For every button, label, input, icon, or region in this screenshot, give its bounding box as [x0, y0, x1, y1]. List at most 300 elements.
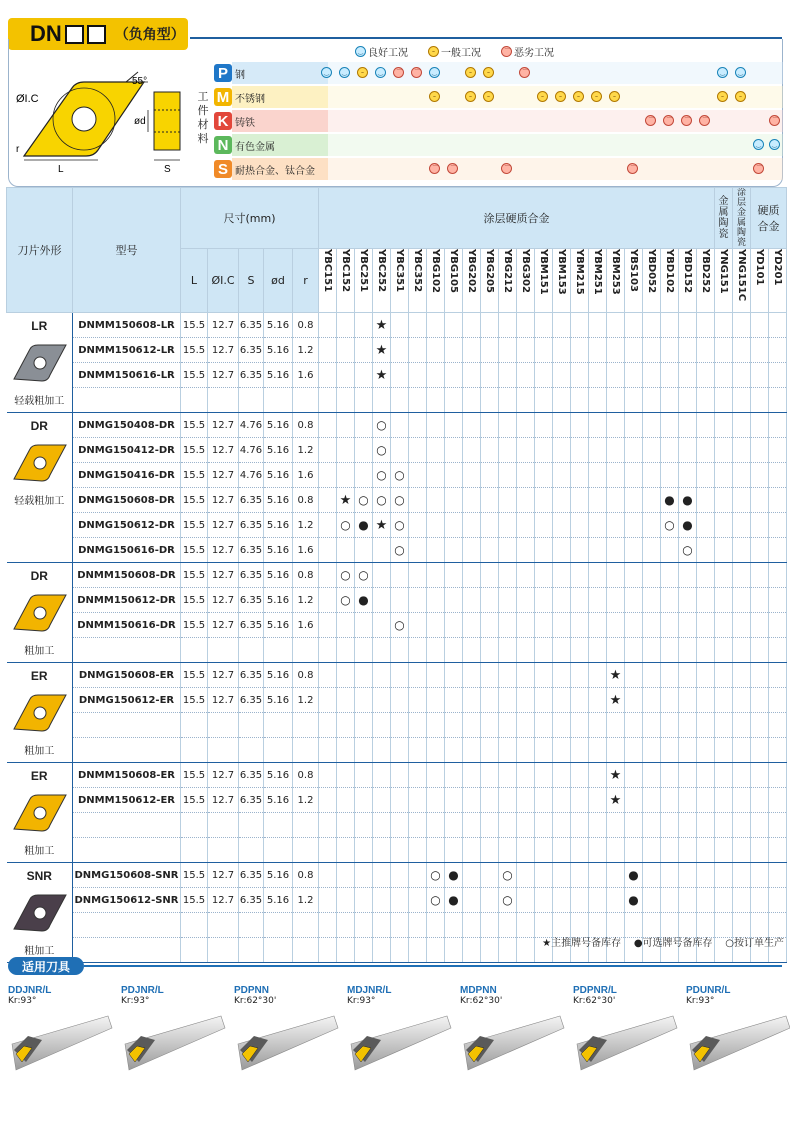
- grade-cell: [733, 863, 751, 888]
- good-smiley-icon: ‿: [717, 67, 728, 78]
- grade-cell: [535, 563, 553, 588]
- grade-cell: [373, 688, 391, 713]
- material-name: 不锈钢: [232, 86, 328, 108]
- empty-cell: [607, 713, 625, 738]
- grade-cell: [391, 538, 409, 563]
- empty-cell: [715, 638, 733, 663]
- normal-smiley-icon: –: [717, 91, 728, 102]
- empty-cell: [751, 713, 769, 738]
- stock-mark: ○: [376, 418, 387, 432]
- section-caption: 粗加工: [24, 946, 55, 957]
- grade-cell: [373, 788, 391, 813]
- dim-cell: 1.2: [293, 513, 319, 538]
- grade-cell: [661, 313, 679, 338]
- grade-cell: [409, 788, 427, 813]
- grade-cell: [481, 763, 499, 788]
- dim-cell: 15.5: [181, 588, 208, 613]
- bad-smiley-icon: ⌒: [699, 115, 710, 126]
- empty-cell: [355, 913, 373, 938]
- empty-cell: [264, 913, 293, 938]
- grade-cell: [355, 588, 373, 613]
- grade-cell: [373, 863, 391, 888]
- normal-smiley-icon: –: [609, 91, 620, 102]
- stock-mark: ★: [375, 367, 388, 383]
- grade-cell: [427, 513, 445, 538]
- dim-cell: 6.35: [239, 363, 264, 388]
- stock-mark: ★: [375, 317, 388, 333]
- grade-cell: [733, 513, 751, 538]
- empty-cell: [715, 713, 733, 738]
- grade-cell: [373, 538, 391, 563]
- grade-cell: [715, 338, 733, 363]
- dim-cell: 6.35: [239, 538, 264, 563]
- grade-cell: [517, 413, 535, 438]
- empty-cell: [517, 713, 535, 738]
- empty-cell: [355, 638, 373, 663]
- dim-cell: 4.76: [239, 413, 264, 438]
- empty-cell: [571, 838, 589, 863]
- dim-cell: 5.16: [264, 563, 293, 588]
- dim-cell: 5.16: [264, 413, 293, 438]
- empty-cell: [661, 838, 679, 863]
- material-grade-table: [213, 62, 783, 183]
- grade-head: YD101: [751, 249, 769, 313]
- grade-cell: [337, 438, 355, 463]
- dim-cell: 5.16: [264, 888, 293, 913]
- grade-cell: [769, 463, 787, 488]
- stock-mark: ○: [682, 543, 693, 557]
- grade-cell: [391, 563, 409, 588]
- grade-cell: [589, 338, 607, 363]
- grade-cell: [319, 688, 337, 713]
- dim-cell: 6.35: [239, 663, 264, 688]
- stock-mark: ★: [375, 342, 388, 358]
- grade-cell: [589, 513, 607, 538]
- grade-head: YBG302: [517, 249, 535, 313]
- grade-head: YBC352: [409, 249, 427, 313]
- grade-head: YBC351: [391, 249, 409, 313]
- grade-cell: [355, 313, 373, 338]
- dim-cell: 15.5: [181, 788, 208, 813]
- empty-cell: [571, 638, 589, 663]
- empty-cell: [445, 913, 463, 938]
- model-cell: DNMG150608-ER: [73, 663, 181, 688]
- grade-cell: [733, 613, 751, 638]
- empty-cell: [391, 813, 409, 838]
- grade-cell: [319, 413, 337, 438]
- grade-cell: [697, 663, 715, 688]
- bad-smiley-icon: ⌒: [519, 67, 530, 78]
- stock-notes: [542, 934, 784, 949]
- grade-cell: [751, 788, 769, 813]
- dim-head: ød: [264, 249, 293, 313]
- insert-diagram: [14, 68, 194, 180]
- grade-cell: [697, 563, 715, 588]
- empty-cell: [409, 638, 427, 663]
- grade-cell: [679, 788, 697, 813]
- tool-holder-image: [686, 1006, 790, 1074]
- model-cell: DNMG150408-DR: [73, 413, 181, 438]
- grade-cell: [769, 888, 787, 913]
- empty-cell: [427, 713, 445, 738]
- title-suffix: （负角型）: [114, 27, 185, 43]
- grade-cell: [643, 563, 661, 588]
- title-prefix: DN: [30, 21, 62, 46]
- empty-cell: [661, 388, 679, 413]
- tool-angle: Kr:93°: [121, 996, 150, 1006]
- empty-cell: [391, 838, 409, 863]
- grade-cell: [625, 413, 643, 438]
- empty-cell: [481, 838, 499, 863]
- grade-cell: [499, 413, 517, 438]
- empty-cell: [535, 838, 553, 863]
- empty-cell: [643, 838, 661, 863]
- grade-cell: [733, 413, 751, 438]
- model-cell: DNMG150612-SNR: [73, 888, 181, 913]
- empty-cell: [391, 388, 409, 413]
- empty-cell: [293, 913, 319, 938]
- grade-cell: [733, 538, 751, 563]
- empty-cell: [319, 638, 337, 663]
- dim-cell: 0.8: [293, 488, 319, 513]
- grade-cell: [715, 763, 733, 788]
- grade-cell: [517, 788, 535, 813]
- stock-mark: ●: [628, 868, 639, 882]
- normal-smiley-icon: –: [483, 67, 494, 78]
- empty-cell: [264, 938, 293, 963]
- dim-cell: 15.5: [181, 488, 208, 513]
- grade-cell: [427, 438, 445, 463]
- empty-cell: [733, 638, 751, 663]
- grade-cell: [319, 663, 337, 688]
- dim-cell: 15.5: [181, 513, 208, 538]
- grade-cell: [751, 538, 769, 563]
- tool-name: DDJNR/L: [8, 985, 52, 996]
- empty-cell: [391, 913, 409, 938]
- grade-cell: [373, 613, 391, 638]
- grade-cell: [445, 788, 463, 813]
- grade-cell: [715, 613, 733, 638]
- normal-smiley-icon: –: [429, 91, 440, 102]
- empty-cell: [181, 738, 208, 763]
- table-row: [7, 513, 787, 538]
- stock-mark: ★: [609, 767, 622, 783]
- grade-cell: [445, 763, 463, 788]
- empty-cell: [643, 813, 661, 838]
- grade-cell: [535, 413, 553, 438]
- grade-cell: [607, 863, 625, 888]
- grade-cell: [625, 888, 643, 913]
- grade-cell: [715, 413, 733, 438]
- grade-cell: [319, 788, 337, 813]
- empty-cell: [751, 738, 769, 763]
- grade-cell: [607, 363, 625, 388]
- dim-head: S: [239, 249, 264, 313]
- grade-cell: [481, 438, 499, 463]
- dim-head: ØI.C: [208, 249, 239, 313]
- grade-cell: [715, 363, 733, 388]
- empty-cell: [679, 813, 697, 838]
- grade-cell: [589, 688, 607, 713]
- grade-cell: [769, 313, 787, 338]
- grade-cell: [517, 313, 535, 338]
- empty-cell: [589, 638, 607, 663]
- grade-cell: [337, 688, 355, 713]
- empty-cell: [319, 738, 337, 763]
- grade-cell: [661, 513, 679, 538]
- grade-cell: [445, 688, 463, 713]
- tool-holder-image: [573, 1006, 681, 1074]
- grade-cell: [571, 763, 589, 788]
- grade-cell: [589, 313, 607, 338]
- stock-mark: ○: [394, 493, 405, 507]
- grade-head: YBC252: [373, 249, 391, 313]
- grade-cell: [553, 688, 571, 713]
- empty-cell: [319, 838, 337, 863]
- section-cell: [7, 763, 73, 863]
- grade-cell: [337, 763, 355, 788]
- empty-cell: [517, 738, 535, 763]
- empty-cell: [535, 713, 553, 738]
- grade-cell: [373, 463, 391, 488]
- stock-mark: ○: [394, 468, 405, 482]
- dim-cell: 6.35: [239, 763, 264, 788]
- dim-cell: 5.16: [264, 863, 293, 888]
- empty-cell: [427, 738, 445, 763]
- empty-cell: [643, 638, 661, 663]
- grade-cell: [751, 763, 769, 788]
- grade-cell: [427, 563, 445, 588]
- grade-cell: [373, 763, 391, 788]
- grade-cell: [625, 313, 643, 338]
- grade-cell: [409, 663, 427, 688]
- grade-head: YBM153: [553, 249, 571, 313]
- empty-cell: [625, 838, 643, 863]
- grade-cell: [355, 663, 373, 688]
- dim-cell: 5.16: [264, 763, 293, 788]
- dim-cell: 12.7: [208, 413, 239, 438]
- ic-label: ØI.C: [16, 93, 39, 105]
- dim-cell: 6.35: [239, 788, 264, 813]
- grade-cell: [427, 888, 445, 913]
- grade-cell: [463, 363, 481, 388]
- grade-cell: [355, 413, 373, 438]
- grade-cell: [679, 338, 697, 363]
- section-caption: 粗加工: [24, 846, 55, 857]
- grade-cell: [625, 663, 643, 688]
- empty-cell: [553, 388, 571, 413]
- grade-cell: [553, 788, 571, 813]
- table-row: [7, 738, 787, 763]
- tool-holder-image: [460, 1006, 568, 1074]
- dim-cell: 0.8: [293, 413, 319, 438]
- tool-angle: Kr:62°30': [460, 996, 503, 1006]
- L-label: L: [58, 164, 64, 175]
- stock-mark: ●: [682, 518, 693, 532]
- empty-cell: [499, 838, 517, 863]
- grade-cell: [625, 613, 643, 638]
- grade-cell: [733, 463, 751, 488]
- grade-cell: [337, 863, 355, 888]
- empty-cell: [355, 838, 373, 863]
- grade-cell: [499, 538, 517, 563]
- model-cell: DNMG150612-DR: [73, 513, 181, 538]
- grade-cell: [733, 888, 751, 913]
- empty-cell: [445, 638, 463, 663]
- empty-cell: [239, 938, 264, 963]
- grade-cell: [517, 463, 535, 488]
- grade-cell: [481, 863, 499, 888]
- grade-cell: [553, 313, 571, 338]
- grade-cell: [499, 763, 517, 788]
- stock-mark: ★: [375, 517, 388, 533]
- grade-cell: [427, 463, 445, 488]
- empty-cell: [73, 913, 181, 938]
- empty-cell: [499, 388, 517, 413]
- grade-cell: [553, 763, 571, 788]
- grade-cell: [751, 513, 769, 538]
- empty-cell: [769, 838, 787, 863]
- grade-cell: [661, 688, 679, 713]
- grade-cell: [409, 888, 427, 913]
- grade-cell: [337, 663, 355, 688]
- empty-cell: [769, 713, 787, 738]
- table-row: [7, 338, 787, 363]
- empty-cell: [391, 638, 409, 663]
- material-row-m: [213, 86, 783, 108]
- grade-cell: [589, 788, 607, 813]
- grade-cell: [607, 663, 625, 688]
- grade-cell: [697, 763, 715, 788]
- grade-cell: [643, 888, 661, 913]
- grade-cell: [409, 488, 427, 513]
- grade-cell: [715, 863, 733, 888]
- grade-cell: [571, 538, 589, 563]
- empty-cell: [239, 713, 264, 738]
- dim-cell: 12.7: [208, 438, 239, 463]
- dim-cell: 1.2: [293, 438, 319, 463]
- empty-cell: [373, 913, 391, 938]
- dim-cell: 12.7: [208, 363, 239, 388]
- stock-mark: ○: [340, 593, 351, 607]
- grade-cell: [553, 438, 571, 463]
- grade-cell: [319, 463, 337, 488]
- grade-cell: [607, 688, 625, 713]
- grade-cell: [643, 363, 661, 388]
- grade-cell: [697, 588, 715, 613]
- stock-mark: ★: [609, 692, 622, 708]
- bad-smiley-icon: ⌒: [501, 46, 512, 57]
- grade-cell: [751, 688, 769, 713]
- grade-cell: [445, 888, 463, 913]
- grade-cell: [517, 863, 535, 888]
- empty-cell: [409, 938, 427, 963]
- grade-cell: [391, 363, 409, 388]
- grade-cell: [769, 363, 787, 388]
- tool-item: [121, 985, 229, 1078]
- section-caption: 轻载粗加工: [14, 496, 65, 507]
- empty-cell: [571, 713, 589, 738]
- empty-cell: [409, 913, 427, 938]
- grade-cell: [643, 463, 661, 488]
- grade-cell: [337, 338, 355, 363]
- grade-head: YBD052: [643, 249, 661, 313]
- angle-label: 55°: [132, 76, 148, 87]
- grade-cell: [499, 863, 517, 888]
- model-cell: DNMG150612-ER: [73, 688, 181, 713]
- empty-cell: [589, 838, 607, 863]
- grade-cell: [625, 513, 643, 538]
- empty-cell: [264, 813, 293, 838]
- grade-cell: [751, 888, 769, 913]
- model-cell: DNMM150612-DR: [73, 588, 181, 613]
- table-row: [7, 413, 787, 438]
- grade-cell: [319, 313, 337, 338]
- normal-smiley-icon: –: [465, 91, 476, 102]
- grade-cell: [553, 613, 571, 638]
- grade-cell: [463, 588, 481, 613]
- grade-cell: [733, 363, 751, 388]
- model-cell: DNMG150608-DR: [73, 488, 181, 513]
- dim-cell: 12.7: [208, 763, 239, 788]
- empty-cell: [181, 938, 208, 963]
- grade-cell: [553, 563, 571, 588]
- grade-cell: [463, 613, 481, 638]
- section-code: SNR: [26, 869, 52, 883]
- dim-cell: 6.35: [239, 338, 264, 363]
- grade-cell: [733, 313, 751, 338]
- table-row: [7, 863, 787, 888]
- grade-cell: [319, 513, 337, 538]
- empty-cell: [553, 638, 571, 663]
- grade-cell: [445, 588, 463, 613]
- grade-cell: [481, 788, 499, 813]
- grade-cell: [661, 338, 679, 363]
- grade-cell: [373, 513, 391, 538]
- grade-cell: [499, 888, 517, 913]
- grade-cell: [751, 363, 769, 388]
- grade-head: YBC151: [319, 249, 337, 313]
- empty-cell: [571, 388, 589, 413]
- grade-cell: [751, 663, 769, 688]
- grade-cell: [697, 688, 715, 713]
- empty-cell: [427, 388, 445, 413]
- dim-cell: 5.16: [264, 588, 293, 613]
- grade-cell: [715, 788, 733, 813]
- empty-cell: [445, 713, 463, 738]
- empty-cell: [517, 638, 535, 663]
- grade-cell: [535, 663, 553, 688]
- grade-cell: [661, 888, 679, 913]
- grade-cell: [355, 563, 373, 588]
- dim-cell: 1.2: [293, 338, 319, 363]
- grade-cell: [589, 363, 607, 388]
- dim-cell: 15.5: [181, 613, 208, 638]
- grade-cell: [499, 663, 517, 688]
- grade-head: YBG102: [427, 249, 445, 313]
- grade-cell: [481, 313, 499, 338]
- empty-cell: [208, 813, 239, 838]
- dim-head: r: [293, 249, 319, 313]
- stock-mark: ●: [682, 493, 693, 507]
- grade-cell: [427, 863, 445, 888]
- empty-cell: [517, 938, 535, 963]
- section-code: ER: [30, 669, 48, 683]
- empty-cell: [499, 738, 517, 763]
- empty-cell: [373, 813, 391, 838]
- grade-cell: [517, 588, 535, 613]
- empty-cell: [293, 813, 319, 838]
